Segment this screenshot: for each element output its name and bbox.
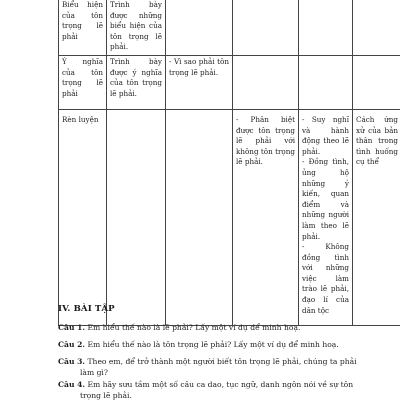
table-cell xyxy=(107,109,166,325)
table-row xyxy=(59,0,400,55)
table-cell xyxy=(299,55,353,109)
exercise-label: Câu 2. xyxy=(58,340,85,349)
table-cell xyxy=(353,0,400,55)
exercise-text: Em hiểu thế nào là lẽ phải? Lấy một ví dụ để minh hoạ. xyxy=(87,323,300,332)
rubric-table xyxy=(58,0,400,326)
exercise-text: Em hãy sưu tầm một số câu ca dao, tục ngữ, danh ngôn nói về sự tôn xyxy=(87,380,353,389)
table-cell: Biểu hiện của tôn trọng lẽ phải xyxy=(59,0,107,55)
table-cell xyxy=(233,55,299,109)
table-cell: Cách ứng xử của bản thân trong tình huống cụ thể xyxy=(353,109,400,325)
exercise-item xyxy=(58,379,400,401)
table-cell: Rèn luyện xyxy=(59,109,107,325)
table-cell: Trình bày được ý nghĩa của tôn trọng lẽ phải. xyxy=(107,55,166,109)
table-cell: Trình bày được những biểu hiện của tôn trọng lẽ phải. xyxy=(107,0,166,55)
table-cell: - Vì sao phải tôn trọng lẽ phải. xyxy=(166,55,233,109)
table-cell xyxy=(299,0,353,55)
exercise-label: Câu 3. xyxy=(58,357,85,366)
exercise-item xyxy=(58,322,400,333)
exercise-text-continued: làm gì? xyxy=(58,367,400,378)
exercise-label: Câu 1. xyxy=(58,323,85,332)
exercise-text: Theo em, để trở thành một người biết tôn trọng lẽ phải, chúng ta phải xyxy=(87,357,356,366)
exercise-text: Em hiểu thế nào là tôn trọng lẽ phải? Lấy một ví dụ để minh hoạ. xyxy=(87,340,338,349)
table-cell: - Phân biệt được tôn trọng lẽ phải với không tôn trọng lẽ phải. xyxy=(233,109,299,325)
exercise-label: Câu 4. xyxy=(58,380,85,389)
section-title: IV. BÀI TẬP xyxy=(58,304,115,314)
table-cell xyxy=(233,0,299,55)
table-cell xyxy=(166,109,233,325)
table-cell: - Suy nghĩ và hành động theo lẽ phải. - Đồng tình, ủng hộ những ý kiến, quan điểm và những người làm theo lẽ phải. - Không đồng tình với những việc làm trào lẽ phải, đạo lí của dân tộc xyxy=(299,109,353,325)
exercise-text-continued: trọng lẽ phải. xyxy=(58,390,400,401)
table-row xyxy=(59,55,400,109)
table-cell: Ý nghĩa của tôn trọng lẽ phải xyxy=(59,55,107,109)
table-row xyxy=(59,109,400,325)
table-cell xyxy=(166,0,233,55)
exercise-item xyxy=(58,339,400,350)
exercise-item xyxy=(58,356,400,378)
table-cell xyxy=(353,55,400,109)
